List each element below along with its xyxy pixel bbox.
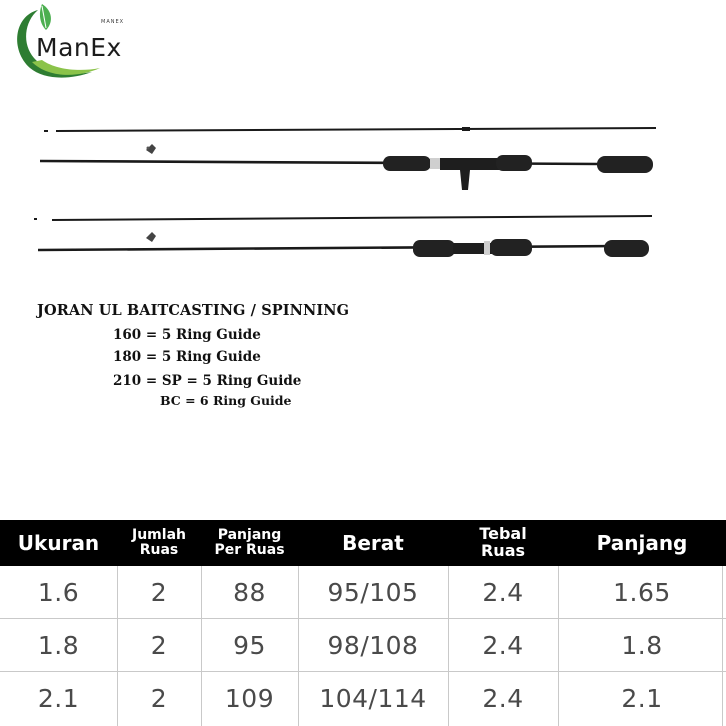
column-divider	[117, 566, 118, 726]
cell-panjang-per-ruas: 88	[233, 577, 266, 607]
brand-name: ManEx	[36, 33, 122, 62]
header-panjang: Panjang	[596, 530, 688, 555]
cell-tebal-ruas: 2.4	[482, 577, 524, 607]
spec-title: JORAN UL BAITCASTING / SPINNING	[37, 302, 350, 319]
cell-panjang: 2.1	[621, 683, 663, 713]
cell-panjang: 1.65	[613, 577, 671, 607]
cell-ukuran: 1.8	[37, 630, 80, 660]
cell-jumlah-ruas: 2	[150, 683, 168, 713]
cell-berat: 98/108	[327, 630, 419, 660]
baitcasting-rod	[40, 127, 656, 190]
spinning-rod	[34, 216, 652, 257]
spec-line: BC = 6 Ring Guide	[160, 393, 292, 408]
spec-line: 160 = 5 Ring Guide	[113, 327, 261, 343]
cell-berat: 104/114	[319, 683, 427, 713]
column-divider	[448, 566, 449, 726]
header-tebal-ruas: Tebal Ruas	[479, 524, 527, 560]
table-row	[0, 619, 726, 671]
fishing-rods-illustration	[0, 110, 726, 280]
cell-jumlah-ruas: 2	[150, 577, 168, 607]
cell-tebal-ruas: 2.4	[482, 683, 524, 713]
brand-tagline: MANEX	[101, 19, 125, 25]
cell-ukuran: 2.1	[37, 683, 80, 713]
spec-block	[37, 302, 350, 408]
header-ukuran: Ukuran	[17, 530, 100, 555]
size-table	[0, 520, 726, 726]
header-panjang-per-ruas: Panjang Per Ruas	[214, 527, 285, 558]
spec-line: 180 = 5 Ring Guide	[113, 349, 261, 365]
column-divider	[722, 566, 723, 726]
column-divider	[558, 566, 559, 726]
header-berat: Berat	[342, 530, 404, 555]
header-jumlah-ruas: Jumlah Ruas	[132, 527, 186, 558]
cell-panjang-per-ruas: 109	[224, 683, 275, 713]
cell-berat: 95/105	[327, 577, 419, 607]
spec-line: 210 = SP = 5 Ring Guide	[113, 373, 302, 389]
table-header	[0, 520, 726, 566]
cell-panjang: 1.8	[621, 630, 663, 660]
column-divider	[201, 566, 202, 726]
column-divider	[298, 566, 299, 726]
cell-jumlah-ruas: 2	[150, 630, 168, 660]
brand-logo	[8, 2, 148, 82]
cell-ukuran: 1.6	[37, 577, 80, 607]
table-row	[0, 566, 726, 618]
cell-panjang-per-ruas: 95	[233, 630, 266, 660]
table-row	[0, 672, 726, 724]
cell-tebal-ruas: 2.4	[482, 630, 524, 660]
